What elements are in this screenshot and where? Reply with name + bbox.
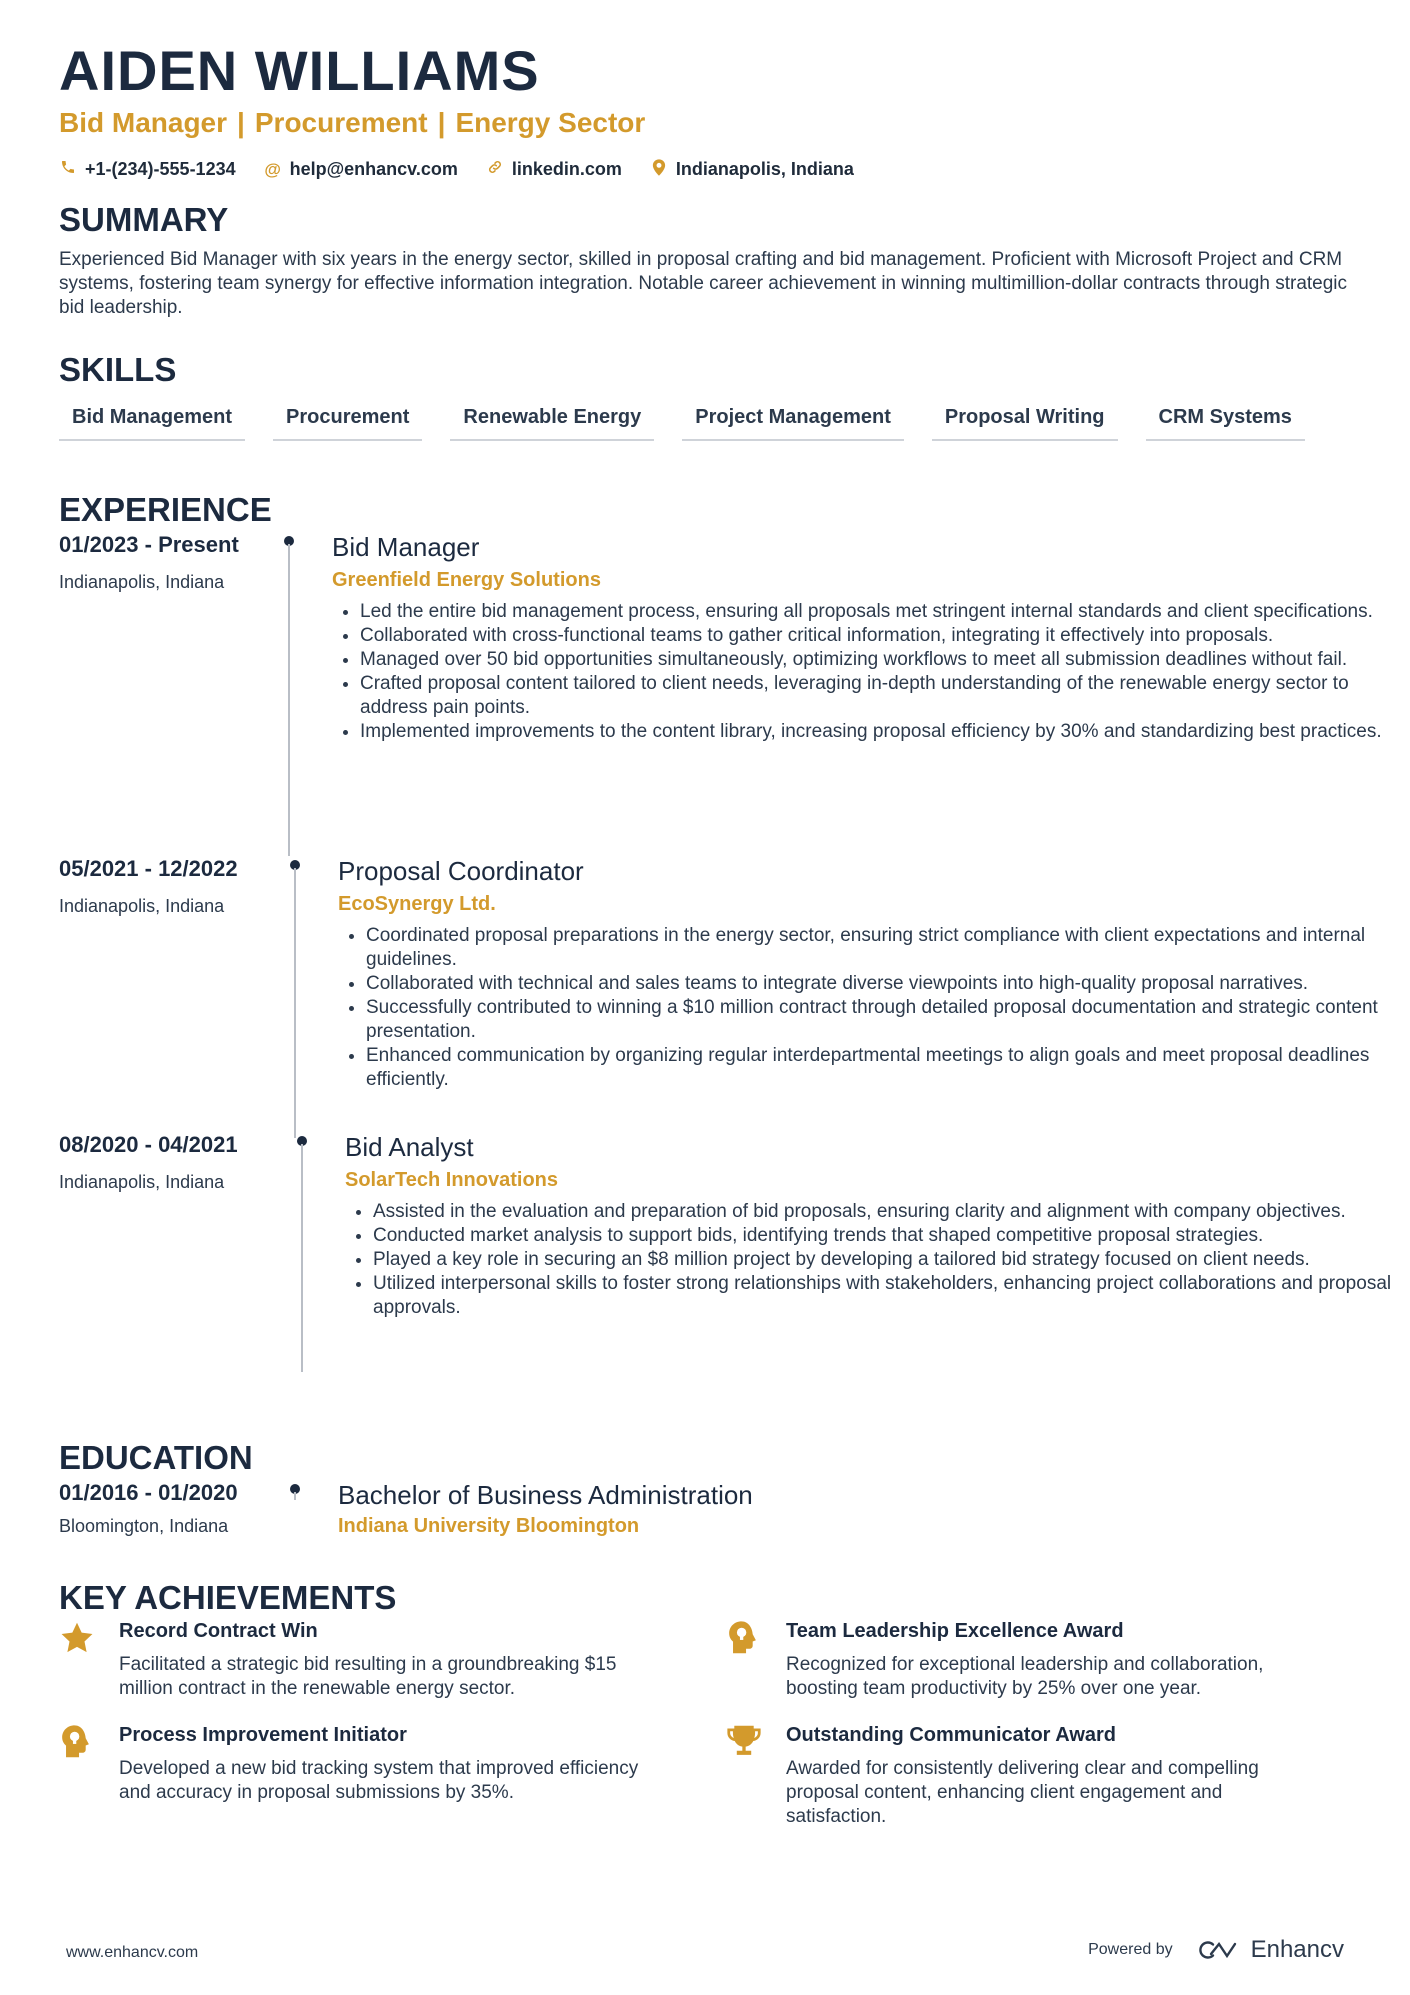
headline-title: Bid Manager bbox=[59, 106, 228, 138]
contact-text: Indianapolis, Indiana bbox=[675, 159, 854, 180]
bullet-item: • Utilized interpersonal skills to foster strong relationships with stakeholders, enhancing project collaborations and proposal approvals. bbox=[373, 1272, 1410, 1320]
achievement-grid bbox=[59, 1620, 1359, 1880]
location-pin-icon bbox=[650, 159, 668, 181]
achievement-desc: Developed a new bid tracking system that improved efficiency and accuracy in proposal submissions by 35%. bbox=[119, 1758, 639, 1803]
experience-bullets bbox=[338, 924, 1410, 1092]
skill-tag: Proposal Writing bbox=[932, 406, 1118, 441]
bullet-item: • Assisted in the evaluation and preparation of bid proposals, ensuring clarity and alignment with company objectives. bbox=[373, 1200, 1410, 1224]
timeline-line bbox=[294, 1492, 296, 1500]
contact-text: +1-(234)-555-1234 bbox=[85, 159, 236, 180]
experience-meta bbox=[59, 1132, 269, 1193]
experience-location: Indianapolis, Indiana bbox=[59, 572, 225, 592]
bullet-item: • Coordinated proposal preparations in the energy sector, ensuring strict compliance with client expectations and internal guidelines. bbox=[366, 924, 1410, 972]
education-degree: Bachelor of Business Administration bbox=[338, 1480, 753, 1510]
section-title: EDUCATION bbox=[59, 1439, 253, 1476]
experience-date: 08/2020 - 04/2021 bbox=[59, 1132, 238, 1157]
link-icon bbox=[486, 159, 504, 180]
enhancv-logo[interactable] bbox=[1197, 1936, 1344, 1964]
achievement-desc: Awarded for consistently delivering clear and compelling proposal content, enhancing client engagement and satisfaction. bbox=[786, 1758, 1259, 1827]
experience-body bbox=[332, 532, 1410, 744]
education-date: 01/2016 - 01/2020 bbox=[59, 1480, 238, 1505]
contact-text: help@enhancv.com bbox=[289, 159, 458, 180]
skill-tag: Procurement bbox=[273, 406, 422, 441]
footer-branding bbox=[1088, 1936, 1344, 1964]
contact-email[interactable] bbox=[264, 159, 458, 181]
skills-section bbox=[59, 352, 1359, 441]
experience-bullets bbox=[345, 1200, 1410, 1320]
bullet-item: • Successfully contributed to winning a $10 million contract through detailed proposal documentation and strategic content presentation. bbox=[366, 996, 1410, 1044]
achievement-desc: Facilitated a strategic bid resulting in a groundbreaking $15 million contract in the renewable energy sector. bbox=[119, 1654, 617, 1699]
achievement-title: Record Contract Win bbox=[119, 1620, 318, 1642]
contact-location bbox=[650, 159, 854, 181]
at-icon: @ bbox=[264, 159, 281, 179]
section-title: EXPERIENCE bbox=[59, 491, 272, 528]
achievement-item bbox=[59, 1724, 659, 1805]
enhancv-logo-icon bbox=[1197, 1939, 1243, 1961]
education-section bbox=[59, 1440, 1359, 1476]
experience-company: SolarTech Innovations bbox=[345, 1169, 558, 1191]
bullet-item: • Enhanced communication by organizing regular interdepartmental meetings to align goals and meet proposal deadlines efficiently. bbox=[366, 1044, 1410, 1092]
summary-section bbox=[59, 202, 1359, 320]
experience-date: 01/2023 - Present bbox=[59, 532, 239, 557]
candidate-name: AIDEN WILLIAMS bbox=[59, 39, 540, 102]
section-title: SUMMARY bbox=[59, 201, 229, 238]
contact-linkedin[interactable] bbox=[486, 159, 622, 181]
experience-section bbox=[59, 492, 1359, 528]
experience-role: Proposal Coordinator bbox=[338, 856, 584, 886]
timeline-line bbox=[288, 544, 290, 856]
contact-text: linkedin.com bbox=[511, 159, 622, 180]
achievements-section bbox=[59, 1580, 1359, 1616]
achievement-item bbox=[59, 1620, 659, 1701]
experience-body bbox=[345, 1132, 1410, 1320]
section-title: SKILLS bbox=[59, 351, 177, 388]
resume-page bbox=[59, 39, 1392, 1827]
bullet-item: • Managed over 50 bid opportunities simultaneously, optimizing workflows to meet all submission deadlines without fail. bbox=[360, 648, 1410, 672]
section-title: KEY ACHIEVEMENTS bbox=[59, 1579, 397, 1616]
skill-tag: Renewable Energy bbox=[450, 406, 654, 441]
education-location: Bloomington, Indiana bbox=[59, 1516, 229, 1536]
timeline-line bbox=[301, 1144, 303, 1372]
bullet-item: • Led the entire bid management process, ensuring all proposals met stringent internal standards and client specifications. bbox=[360, 600, 1410, 624]
summary-text: Experienced Bid Manager with six years in the energy sector, skilled in proposal crafting and bid management. Proficient with Microsoft Project and CRM systems, fostering team synergy for effective information integration. Notable career achievement in winning multimillion-dollar contracts through strategic bid leadership. bbox=[59, 249, 1348, 319]
contact-phone[interactable] bbox=[59, 159, 236, 181]
phone-icon bbox=[59, 159, 77, 180]
bullet-item: • Played a key role in securing an $8 million project by developing a tailored bid strategy focused on client needs. bbox=[373, 1248, 1410, 1272]
experience-company: Greenfield Energy Solutions bbox=[332, 569, 601, 591]
experience-meta bbox=[59, 532, 269, 593]
achievement-title: Team Leadership Excellence Award bbox=[786, 1620, 1124, 1642]
experience-role: Bid Analyst bbox=[345, 1132, 474, 1162]
headline-title: Energy Sector bbox=[455, 106, 646, 138]
trophy-icon bbox=[726, 1724, 766, 1764]
experience-meta bbox=[59, 856, 269, 917]
education-school: Indiana University Bloomington bbox=[338, 1515, 640, 1537]
achievement-item bbox=[726, 1620, 1326, 1701]
skill-tag: CRM Systems bbox=[1146, 406, 1305, 441]
experience-role: Bid Manager bbox=[332, 532, 480, 562]
experience-location: Indianapolis, Indiana bbox=[59, 896, 225, 916]
experience-location: Indianapolis, Indiana bbox=[59, 1172, 225, 1192]
achievement-desc: Recognized for exceptional leadership and collaboration, boosting team productivity by 25% over one year. bbox=[786, 1654, 1264, 1699]
skill-list bbox=[59, 406, 1359, 441]
timeline-line bbox=[294, 868, 296, 1138]
education-body bbox=[338, 1480, 1338, 1538]
experience-company: EcoSynergy Ltd. bbox=[338, 893, 496, 915]
headline-separator: | bbox=[237, 106, 245, 138]
skill-tag: Bid Management bbox=[59, 406, 245, 441]
experience-body bbox=[338, 856, 1410, 1092]
bullet-item: • Implemented improvements to the content library, increasing proposal efficiency by 30% and standardizing best practices. bbox=[360, 720, 1410, 744]
headline-title: Procurement bbox=[254, 106, 428, 138]
head-lightbulb-icon bbox=[726, 1620, 766, 1660]
experience-date: 05/2021 - 12/2022 bbox=[59, 856, 238, 881]
achievement-title: Process Improvement Initiator bbox=[119, 1724, 407, 1746]
headline-separator: | bbox=[437, 106, 446, 138]
contact-list bbox=[59, 159, 1359, 181]
headline bbox=[59, 107, 1359, 139]
education-meta bbox=[59, 1480, 269, 1537]
star-icon bbox=[59, 1620, 99, 1660]
achievement-title: Outstanding Communicator Award bbox=[786, 1724, 1117, 1746]
powered-by-label: Powered by bbox=[1088, 1941, 1173, 1958]
footer-website[interactable]: www.enhancv.com bbox=[66, 1944, 199, 1961]
bullet-item: • Crafted proposal content tailored to client needs, leveraging in-depth understanding of the renewable energy sector to address pain points. bbox=[360, 672, 1410, 720]
bullet-item: • Collaborated with technical and sales teams to integrate diverse viewpoints into high-quality proposal narratives. bbox=[366, 972, 1410, 996]
skill-tag: Project Management bbox=[682, 406, 904, 441]
bullet-item: • Conducted market analysis to support bids, identifying trends that shaped competitive proposal strategies. bbox=[373, 1224, 1410, 1248]
bullet-item: • Collaborated with cross-functional teams to gather critical information, integrating it effectively into proposals. bbox=[360, 624, 1410, 648]
head-lightbulb-icon bbox=[59, 1724, 99, 1764]
brand-name: Enhancv bbox=[1250, 1936, 1344, 1963]
achievement-item bbox=[726, 1724, 1326, 1829]
experience-bullets bbox=[332, 600, 1410, 744]
